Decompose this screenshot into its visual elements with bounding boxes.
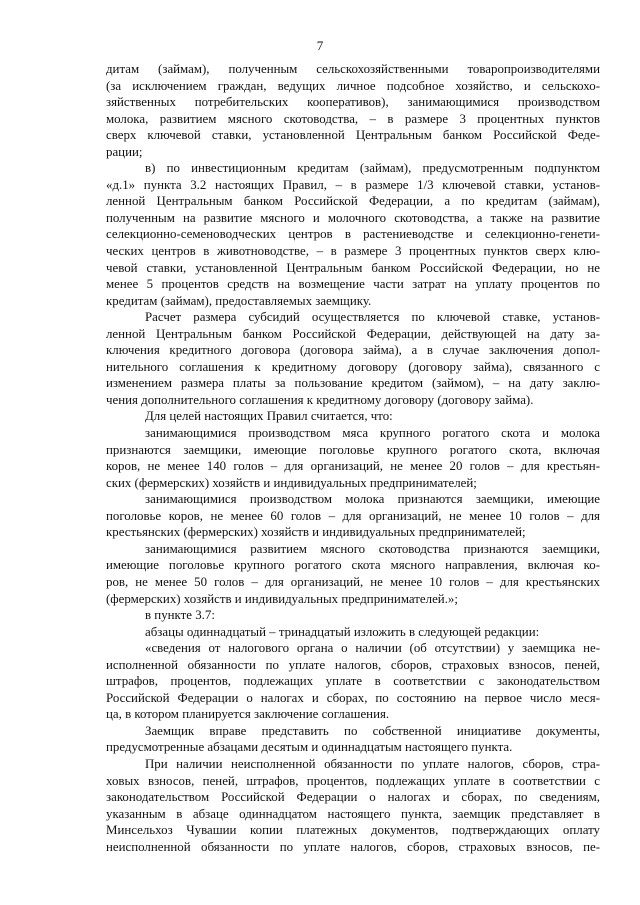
text-line: чения дополнительного соглашения к кредитному договору (договору займа).	[106, 392, 534, 407]
text-line: признаются заемщики, имеющие поголовье крупного рогатого скота, включая	[106, 442, 600, 457]
text-line: занимающимися производством молока признаются заемщики, имеющие	[145, 492, 600, 507]
text-line: исполненной обязанности по уплате налогов, сборов, страховых взносов, пеней,	[106, 657, 600, 672]
text-line: ческих центров в животноводстве, – в размере 3 процентных пунктов сверх клю-	[106, 244, 600, 259]
text-line: ключения кредитного договора (договора займа), а в случае заключения допол-	[106, 343, 600, 358]
text-line: занимающимися производством мяса крупного рогатого скота и молока	[145, 426, 600, 441]
text-line: молока, развитием мясного скотоводства, – в размере 3 процентных пунктов	[106, 111, 600, 126]
text-line: зяйственных потребительских кооперативов), занимающимися производством	[106, 95, 600, 110]
text-line: Российской Федерации о налогах и сборах, по состоянию на первое число меся-	[106, 690, 600, 705]
text-line: менее 5 процентов средств на возмещение части затрат на уплату процентов по	[106, 277, 600, 292]
text-line: ров, не менее 50 голов – для организаций, не менее 10 голов – для крестьянских	[106, 574, 600, 589]
text-line: селекционно-семеноводческих центров в растениеводстве и селекционно-генети-	[106, 227, 600, 242]
text-line: в пункте 3.7:	[145, 608, 215, 623]
page-number: 7	[316, 38, 324, 53]
text-line: неисполненной обязанности по уплате налогов, сборов, страховых взносов, пе-	[106, 839, 600, 854]
text-line: штрафов, процентов, подлежащих уплате в соответствии с законодательством	[106, 674, 600, 689]
text-line: поголовье коров, не менее 60 голов – для организаций, не менее 10 голов – для	[106, 508, 600, 523]
text-line: дитам (займам), полученным сельскохозяйственными товаропроизводителями	[106, 62, 600, 76]
text-line: абзацы одиннадцатый – тринадцатый изложить в следующей редакции:	[145, 624, 540, 639]
text-line: «сведения от налогового органа о наличии (об отсутствии) у заемщика не-	[145, 641, 600, 656]
text-line: рации;	[106, 144, 143, 159]
text-line: Расчет размера субсидий осуществляется по ключевой ставке, установ-	[145, 310, 600, 325]
text-line: нительного соглашения к кредитному договору (договору займа), связанного с	[106, 359, 600, 374]
text-line: имеющие поголовье крупного рогатого скота мясного направления, включая ко-	[106, 558, 600, 573]
text-line: ховых взносов, пеней, штрафов, процентов, подлежащих уплате в соответствии с	[106, 773, 600, 788]
text-line: крестьянских (фермерских) хозяйств и индивидуальных предпринимателей;	[106, 525, 526, 540]
text-line: законодательством Российской Федерации о налогах и сборах, по сведениям,	[106, 790, 600, 805]
text-line: кредитам (займам), предоставляемых заемщику.	[106, 293, 372, 308]
text-line: Заемщик вправе представить по собственной инициативе документы,	[145, 723, 600, 738]
text-line: «д.1» пункта 3.2 настоящих Правил, – в размере 1/3 ключевой ставки, установ-	[106, 177, 600, 192]
text-line: ленной Центральным банком Российской Федерации, действующей на дату за-	[106, 326, 600, 341]
text-line: в) по инвестиционным кредитам (займам), предусмотренным подпунктом	[145, 161, 600, 176]
text-line: занимающимися развитием мясного скотоводства признаются заемщики,	[145, 541, 600, 556]
text-line: Минсельхоз Чувашии копии платежных документов, подтверждающих оплату	[106, 823, 600, 838]
text-line: чевой ставки, установленной Центральным банком Российской Федерации, но не	[106, 260, 600, 275]
text-line: ца, в котором планируется заключение соглашения.	[106, 707, 390, 722]
text-line: предусмотренные абзацами десятым и одиннадцатым настоящего пункта.	[106, 740, 513, 755]
text-line: указанным в абзаце одиннадцатом настоящего пункта, заемщик представляет в	[106, 806, 600, 821]
text-line: сверх ключевой ставки, установленной Центральным банком Российской Феде-	[106, 128, 600, 143]
text-line: При наличии неисполненной обязанности по уплате налогов, сборов, стра-	[145, 756, 600, 771]
text-line: (за исключением граждан, ведущих личное подсобное хозяйство, и сельскохо-	[106, 78, 600, 93]
text-line: полученным на развитие мясного и молочного скотоводства, а также на развитие	[106, 210, 600, 225]
text-line: изменением размера платы за пользование кредитом (займом), – на дату заклю-	[106, 376, 600, 391]
text-line: коров, не менее 140 голов – для организаций, не менее 20 голов – для крестьян-	[106, 459, 600, 474]
text-line: Для целей настоящих Правил считается, что:	[145, 409, 393, 424]
text-line: (фермерских) хозяйств и индивидуальных предпринимателей.»;	[106, 591, 458, 606]
text-line: ленной Центральным банком Российской Федерации, а по кредитам (займам),	[106, 194, 600, 209]
text-line: ских (фермерских) хозяйств и индивидуальных предпринимателей;	[106, 475, 477, 490]
body-text	[106, 61, 600, 855]
